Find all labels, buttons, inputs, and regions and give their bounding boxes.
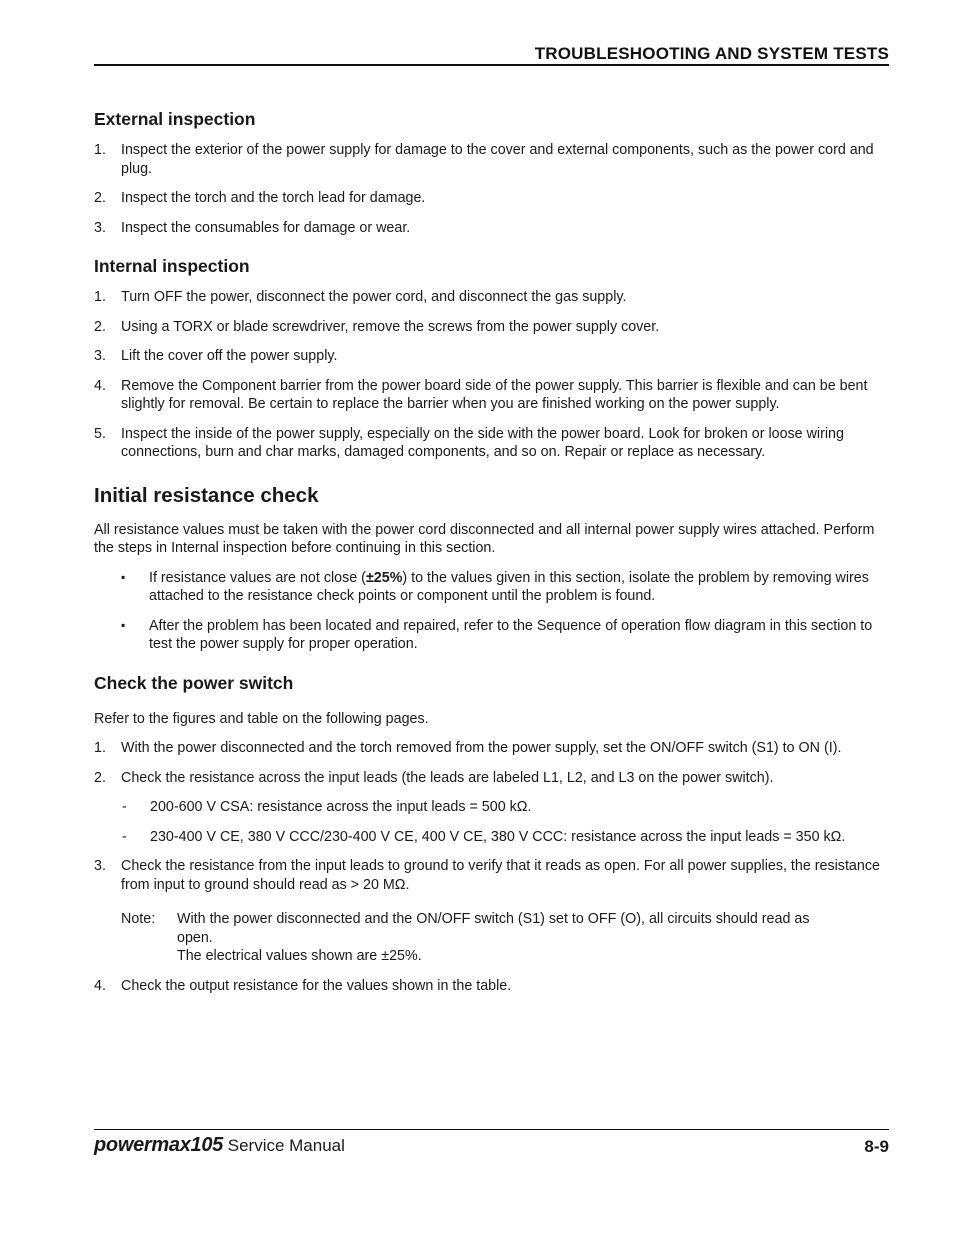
footer-product: [94, 1134, 345, 1157]
section-header-title: TROUBLESHOOTING AND SYSTEM TESTS: [534, 44, 889, 63]
page-content: [94, 108, 889, 1006]
power-switch-list: [94, 739, 889, 995]
list-item: [94, 318, 889, 337]
bullet-icon: ▪: [121, 617, 126, 632]
bullet-text: If resistance values are not close (: [149, 569, 366, 586]
item-number: 3.: [94, 219, 106, 236]
list-item: [94, 857, 889, 966]
list-item: [94, 739, 889, 758]
external-inspection-list: [94, 141, 889, 237]
page-number: 8-9: [864, 1137, 889, 1156]
item-text: With the power disconnected and the torch removed from the power supply, set the ON/OFF switch (S1) to ON (I).: [121, 740, 842, 756]
item-text: Inspect the consumables for damage or wear.: [121, 219, 411, 236]
list-item: [94, 189, 889, 208]
item-text: Inspect the inside of the power supply, especially on the side with the power board. Look for broken or loose wiring connections, burn and char marks, damaged components, and so on. Repair or replace as necessary.: [121, 425, 844, 460]
list-item: [94, 425, 889, 462]
item-number: 2.: [94, 318, 106, 335]
item-text: Remove the Component barrier from the power board side of the power supply. This barrier is flexible and can be bent slightly for removal. Be certain to replace the barrier when you are finished working on the power supply.: [121, 377, 868, 412]
item-number: 1.: [94, 289, 106, 305]
internal-inspection-list: [94, 288, 889, 462]
list-item: [94, 288, 889, 307]
bullet-text: ) to the values given in this section, isolate the problem by removing wires attached to the resistance check points or component until the problem is found.: [149, 569, 869, 604]
item-number: 5.: [94, 425, 106, 442]
item-text: Check the resistance from the input leads to ground to verify that it reads as open. For all power supplies, the resistance from input to ground should read as > 20 MΩ.: [121, 858, 880, 893]
item-number: 3.: [94, 858, 106, 874]
resistance-bullet-list: [94, 569, 889, 654]
bullet-item: [121, 569, 889, 606]
internal-inspection-heading: Internal inspection: [94, 256, 250, 276]
input-lead-values-list: [94, 798, 889, 846]
tolerance-value: ±25%: [365, 569, 403, 586]
note-block: [121, 910, 889, 966]
resistance-intro: All resistance values must be taken with the power cord disconnected and all internal power supply wires attached. Perform the steps in Internal inspection before continuing in this section.: [94, 521, 875, 556]
item-number: 1.: [94, 142, 106, 158]
item-number: 1.: [94, 740, 106, 756]
item-text: Check the resistance across the input leads (the leads are labeled L1, L2, and L3 on the power switch).: [121, 769, 774, 786]
item-number: 3.: [94, 348, 106, 364]
dash-text: 230-400 V CE, 380 V CCC/230-400 V CE, 400 V CE, 380 V CCC: resistance across the input leads = 350 kΩ.: [150, 828, 846, 845]
dash-item: [122, 798, 889, 817]
item-text: Turn OFF the power, disconnect the power cord, and disconnect the gas supply.: [121, 289, 627, 305]
dash-item: [122, 828, 889, 847]
bullet-icon: ▪: [121, 569, 126, 584]
header-rule: [94, 64, 889, 66]
item-number: 4.: [94, 977, 106, 994]
power-switch-heading: Check the power switch: [94, 672, 294, 693]
item-text: Lift the cover off the power supply.: [121, 348, 338, 364]
list-item: [94, 347, 889, 366]
power-switch-intro: Refer to the figures and table on the following pages.: [94, 710, 429, 727]
note-text: With the power disconnected and the ON/OFF switch (S1) set to OFF (O), all circuits should read as open.: [177, 911, 810, 946]
item-number: 4.: [94, 377, 106, 394]
list-item: [94, 977, 889, 996]
note-label: Note:: [121, 911, 156, 927]
item-text: Using a TORX or blade screwdriver, remove the screws from the power supply cover.: [121, 318, 660, 335]
list-item: [94, 141, 889, 178]
document-page: [94, 0, 889, 1235]
list-item: [94, 219, 889, 238]
item-text: Inspect the torch and the torch lead for damage.: [121, 190, 426, 206]
footer-rule: [94, 1129, 889, 1130]
dash-marker: -: [122, 799, 127, 815]
resistance-check-heading: Initial resistance check: [94, 483, 319, 507]
dash-marker: -: [122, 828, 127, 845]
item-text: Inspect the exterior of the power supply for damage to the cover and external components, such as the power cord and plug.: [121, 142, 874, 177]
item-text: Check the output resistance for the values shown in the table.: [121, 977, 512, 994]
list-item: [94, 377, 889, 414]
bullet-item: [121, 617, 889, 654]
item-number: 2.: [94, 769, 106, 786]
manual-title: Service Manual: [227, 1136, 345, 1155]
list-item: [94, 769, 889, 847]
dash-text: 200-600 V CSA: resistance across the input leads = 500 kΩ.: [150, 799, 532, 815]
note-text: The electrical values shown are ±25%.: [177, 948, 422, 964]
external-inspection-heading: External inspection: [94, 109, 256, 129]
item-number: 2.: [94, 190, 106, 206]
product-brand: powermax105: [94, 1134, 223, 1156]
bullet-text: After the problem has been located and repaired, refer to the Sequence of operation flow diagram in this section to test the power supply for proper operation.: [149, 617, 873, 652]
